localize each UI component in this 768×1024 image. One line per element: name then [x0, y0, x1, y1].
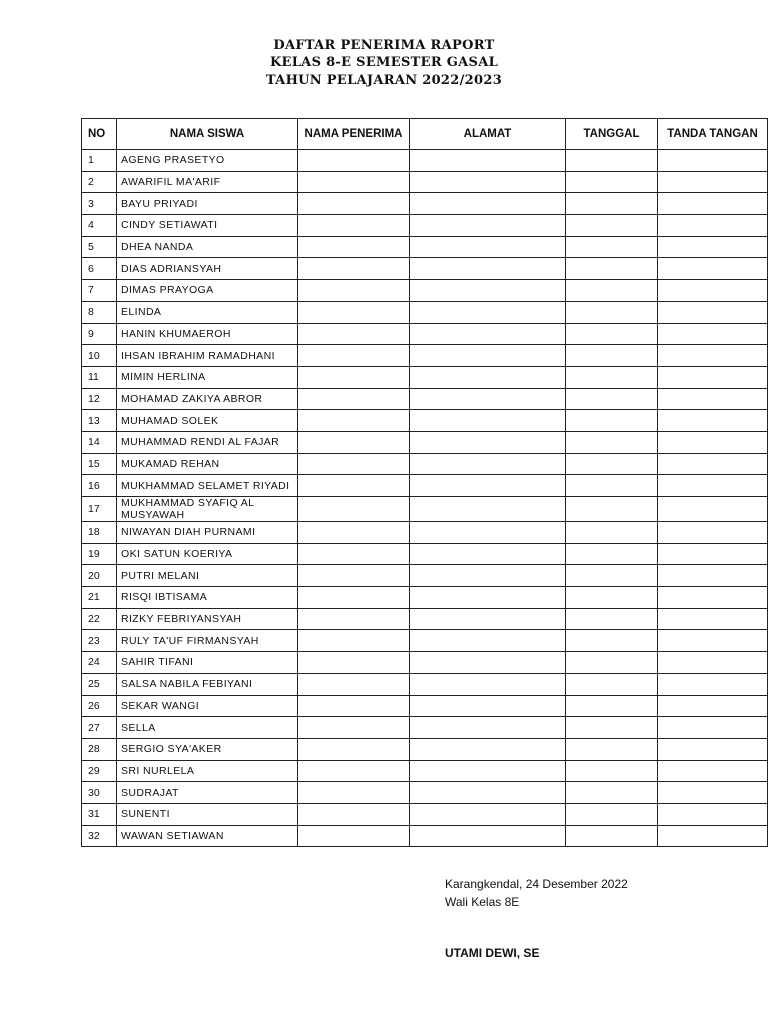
- signature-cell[interactable]: [658, 760, 768, 782]
- address-cell[interactable]: [410, 345, 566, 367]
- address-cell[interactable]: [410, 587, 566, 609]
- recipient-name-cell[interactable]: [298, 323, 410, 345]
- date-cell[interactable]: [566, 171, 658, 193]
- recipient-name-cell[interactable]: [298, 388, 410, 410]
- row-number: 23: [82, 630, 117, 652]
- recipient-name-cell[interactable]: [298, 150, 410, 172]
- signer-name: UTAMI DEWI, SE: [445, 946, 540, 960]
- date-cell[interactable]: [566, 522, 658, 544]
- row-number: 26: [82, 695, 117, 717]
- address-cell[interactable]: [410, 543, 566, 565]
- recipient-name-cell[interactable]: [298, 280, 410, 302]
- address-cell[interactable]: [410, 522, 566, 544]
- document-title: DAFTAR PENERIMA RAPORT: [273, 38, 495, 53]
- row-number: 19: [82, 543, 117, 565]
- row-number: 11: [82, 366, 117, 388]
- row-number: 6: [82, 258, 117, 280]
- table-row: [82, 280, 768, 302]
- date-cell[interactable]: [566, 388, 658, 410]
- signature-cell[interactable]: [658, 717, 768, 739]
- row-number: 12: [82, 388, 117, 410]
- signature-cell[interactable]: [658, 565, 768, 587]
- table-row: [82, 760, 768, 782]
- table-row: [82, 695, 768, 717]
- address-cell[interactable]: [410, 388, 566, 410]
- student-name: MUKAMAD REHAN: [117, 453, 298, 475]
- signature-cell[interactable]: [658, 258, 768, 280]
- row-number: 30: [82, 782, 117, 804]
- address-cell[interactable]: [410, 323, 566, 345]
- signature-cell[interactable]: [658, 475, 768, 497]
- row-number: 13: [82, 410, 117, 432]
- date-cell[interactable]: [566, 497, 658, 522]
- address-cell[interactable]: [410, 760, 566, 782]
- column-header-alamat: ALAMAT: [410, 119, 566, 150]
- column-header-tanggal: TANGGAL: [566, 119, 658, 150]
- table-row: [82, 171, 768, 193]
- student-name: RULY TA'UF FIRMANSYAH: [117, 630, 298, 652]
- student-name: SUNENTI: [117, 803, 298, 825]
- date-cell[interactable]: [566, 738, 658, 760]
- date-cell[interactable]: [566, 366, 658, 388]
- signature-cell[interactable]: [658, 431, 768, 453]
- student-name: MUHAMMAD RENDI AL FAJAR: [117, 431, 298, 453]
- table-row: [82, 497, 768, 522]
- table-row: [82, 345, 768, 367]
- row-number: 5: [82, 236, 117, 258]
- signature-cell[interactable]: [658, 522, 768, 544]
- document-subtitle-class: KELAS 8-E SEMESTER GASAL: [269, 55, 499, 70]
- date-cell[interactable]: [566, 782, 658, 804]
- place-date: Karangkendal, 24 Desember 2022: [445, 877, 628, 891]
- recipient-name-cell[interactable]: [298, 543, 410, 565]
- address-cell[interactable]: [410, 695, 566, 717]
- address-cell[interactable]: [410, 193, 566, 215]
- address-cell[interactable]: [410, 236, 566, 258]
- row-number: 2: [82, 171, 117, 193]
- column-header-nama-penerima: NAMA PENERIMA: [298, 119, 410, 150]
- signature-cell[interactable]: [658, 630, 768, 652]
- student-name: OKI SATUN KOERIYA: [117, 543, 298, 565]
- row-number: 15: [82, 453, 117, 475]
- student-name: AWARIFIL MA'ARIF: [117, 171, 298, 193]
- table-row: [82, 543, 768, 565]
- date-cell[interactable]: [566, 803, 658, 825]
- recipient-name-cell[interactable]: [298, 608, 410, 630]
- address-cell[interactable]: [410, 258, 566, 280]
- recipient-name-cell[interactable]: [298, 825, 410, 847]
- date-cell[interactable]: [566, 431, 658, 453]
- table-row: [82, 738, 768, 760]
- table-row: [82, 475, 768, 497]
- recipient-name-cell[interactable]: [298, 431, 410, 453]
- recipient-name-cell[interactable]: [298, 695, 410, 717]
- recipient-table: [81, 118, 768, 847]
- address-cell[interactable]: [410, 738, 566, 760]
- signature-cell[interactable]: [658, 738, 768, 760]
- student-name: PUTRI MELANI: [117, 565, 298, 587]
- table-row: [82, 150, 768, 172]
- date-cell[interactable]: [566, 760, 658, 782]
- signer-role: Wali Kelas 8E: [445, 895, 520, 909]
- signature-cell[interactable]: [658, 366, 768, 388]
- row-number: 25: [82, 673, 117, 695]
- address-cell[interactable]: [410, 630, 566, 652]
- signature-cell[interactable]: [658, 782, 768, 804]
- table-row: [82, 366, 768, 388]
- recipient-name-cell[interactable]: [298, 497, 410, 522]
- recipient-name-cell[interactable]: [298, 453, 410, 475]
- row-number: 31: [82, 803, 117, 825]
- table-row: [82, 431, 768, 453]
- table-row: [82, 410, 768, 432]
- student-name: HANIN KHUMAEROH: [117, 323, 298, 345]
- student-name: RISQI IBTISAMA: [117, 587, 298, 609]
- signature-cell[interactable]: [658, 193, 768, 215]
- recipient-name-cell[interactable]: [298, 236, 410, 258]
- student-name: MUKHAMMAD SELAMET RIYADI: [117, 475, 298, 497]
- recipient-name-cell[interactable]: [298, 366, 410, 388]
- recipient-name-cell[interactable]: [298, 215, 410, 237]
- student-name: RIZKY FEBRIYANSYAH: [117, 608, 298, 630]
- address-cell[interactable]: [410, 301, 566, 323]
- recipient-name-cell[interactable]: [298, 673, 410, 695]
- student-name: SAHIR TIFANI: [117, 652, 298, 674]
- row-number: 17: [82, 497, 117, 522]
- table-row: [82, 215, 768, 237]
- date-cell[interactable]: [566, 652, 658, 674]
- signature-cell[interactable]: [658, 453, 768, 475]
- row-number: 20: [82, 565, 117, 587]
- signature-cell[interactable]: [658, 543, 768, 565]
- row-number: 22: [82, 608, 117, 630]
- recipient-name-cell[interactable]: [298, 738, 410, 760]
- row-number: 4: [82, 215, 117, 237]
- signature-cell[interactable]: [658, 410, 768, 432]
- student-name: AGENG PRASETYO: [117, 150, 298, 172]
- student-name: SEKAR WANGI: [117, 695, 298, 717]
- table-row: [82, 453, 768, 475]
- table-row: [82, 587, 768, 609]
- signature-cell[interactable]: [658, 345, 768, 367]
- date-cell[interactable]: [566, 280, 658, 302]
- address-cell[interactable]: [410, 608, 566, 630]
- signature-cell[interactable]: [658, 215, 768, 237]
- table-row: [82, 193, 768, 215]
- address-cell[interactable]: [410, 366, 566, 388]
- row-number: 14: [82, 431, 117, 453]
- date-cell[interactable]: [566, 587, 658, 609]
- row-number: 8: [82, 301, 117, 323]
- student-name: DIMAS PRAYOGA: [117, 280, 298, 302]
- student-name: MIMIN HERLINA: [117, 366, 298, 388]
- table-row: [82, 301, 768, 323]
- signature-cell[interactable]: [658, 497, 768, 522]
- date-cell[interactable]: [566, 453, 658, 475]
- address-cell[interactable]: [410, 410, 566, 432]
- recipient-name-cell[interactable]: [298, 565, 410, 587]
- row-number: 1: [82, 150, 117, 172]
- address-cell[interactable]: [410, 717, 566, 739]
- date-cell[interactable]: [566, 717, 658, 739]
- address-cell[interactable]: [410, 497, 566, 522]
- date-cell[interactable]: [566, 193, 658, 215]
- signature-cell[interactable]: [658, 825, 768, 847]
- student-name: DIAS ADRIANSYAH: [117, 258, 298, 280]
- signature-cell[interactable]: [658, 236, 768, 258]
- date-cell[interactable]: [566, 565, 658, 587]
- table-row: [82, 673, 768, 695]
- date-cell[interactable]: [566, 258, 658, 280]
- date-cell[interactable]: [566, 825, 658, 847]
- table-row: [82, 388, 768, 410]
- row-number: 9: [82, 323, 117, 345]
- recipient-name-cell[interactable]: [298, 782, 410, 804]
- table-row: [82, 608, 768, 630]
- address-cell[interactable]: [410, 215, 566, 237]
- signature-cell[interactable]: [658, 323, 768, 345]
- recipient-name-cell[interactable]: [298, 193, 410, 215]
- signature-cell[interactable]: [658, 695, 768, 717]
- signature-cell[interactable]: [658, 280, 768, 302]
- recipient-name-cell[interactable]: [298, 803, 410, 825]
- date-cell[interactable]: [566, 410, 658, 432]
- row-number: 7: [82, 280, 117, 302]
- recipient-name-cell[interactable]: [298, 345, 410, 367]
- student-name: NIWAYAN DIAH PURNAMI: [117, 522, 298, 544]
- row-number: 32: [82, 825, 117, 847]
- row-number: 28: [82, 738, 117, 760]
- column-header-tanda-tangan: TANDA TANGAN: [658, 119, 768, 150]
- signature-cell[interactable]: [658, 301, 768, 323]
- student-name: DHEA NANDA: [117, 236, 298, 258]
- recipient-name-cell[interactable]: [298, 587, 410, 609]
- date-cell[interactable]: [566, 673, 658, 695]
- signature-cell[interactable]: [658, 150, 768, 172]
- recipient-name-cell[interactable]: [298, 630, 410, 652]
- student-name: IHSAN IBRAHIM RAMADHANI: [117, 345, 298, 367]
- recipient-name-cell[interactable]: [298, 717, 410, 739]
- address-cell[interactable]: [410, 803, 566, 825]
- recipient-name-cell[interactable]: [298, 258, 410, 280]
- date-cell[interactable]: [566, 608, 658, 630]
- address-cell[interactable]: [410, 475, 566, 497]
- address-cell[interactable]: [410, 150, 566, 172]
- table-row: [82, 323, 768, 345]
- row-number: 27: [82, 717, 117, 739]
- signature-cell[interactable]: [658, 673, 768, 695]
- date-cell[interactable]: [566, 215, 658, 237]
- student-name: MUHAMAD SOLEK: [117, 410, 298, 432]
- signature-cell[interactable]: [658, 608, 768, 630]
- address-cell[interactable]: [410, 280, 566, 302]
- address-cell[interactable]: [410, 782, 566, 804]
- recipient-name-cell[interactable]: [298, 171, 410, 193]
- recipient-name-cell[interactable]: [298, 301, 410, 323]
- address-cell[interactable]: [410, 652, 566, 674]
- address-cell[interactable]: [410, 673, 566, 695]
- address-cell[interactable]: [410, 453, 566, 475]
- student-name: ELINDA: [117, 301, 298, 323]
- row-number: 21: [82, 587, 117, 609]
- table-row: [82, 652, 768, 674]
- student-name: CINDY SETIAWATI: [117, 215, 298, 237]
- table-row: [82, 782, 768, 804]
- date-cell[interactable]: [566, 236, 658, 258]
- student-name: MOHAMAD ZAKIYA ABROR: [117, 388, 298, 410]
- address-cell[interactable]: [410, 431, 566, 453]
- date-cell[interactable]: [566, 630, 658, 652]
- table-row: [82, 825, 768, 847]
- table-row: [82, 258, 768, 280]
- signature-cell[interactable]: [658, 652, 768, 674]
- column-header-nama-siswa: NAMA SISWA: [117, 119, 298, 150]
- date-cell[interactable]: [566, 301, 658, 323]
- table-row: [82, 522, 768, 544]
- row-number: 29: [82, 760, 117, 782]
- table-body: [82, 150, 768, 847]
- table-row: [82, 236, 768, 258]
- date-cell[interactable]: [566, 323, 658, 345]
- recipient-name-cell[interactable]: [298, 760, 410, 782]
- address-cell[interactable]: [410, 825, 566, 847]
- address-cell[interactable]: [410, 565, 566, 587]
- recipient-name-cell[interactable]: [298, 522, 410, 544]
- table-row: [82, 717, 768, 739]
- address-cell[interactable]: [410, 171, 566, 193]
- table-row: [82, 630, 768, 652]
- table-header-row: [82, 119, 768, 150]
- row-number: 24: [82, 652, 117, 674]
- row-number: 10: [82, 345, 117, 367]
- student-name: SALSA NABILA FEBIYANI: [117, 673, 298, 695]
- recipient-name-cell[interactable]: [298, 652, 410, 674]
- date-cell[interactable]: [566, 475, 658, 497]
- date-cell[interactable]: [566, 150, 658, 172]
- recipient-name-cell[interactable]: [298, 475, 410, 497]
- date-cell[interactable]: [566, 695, 658, 717]
- table-row: [82, 803, 768, 825]
- signature-cell[interactable]: [658, 171, 768, 193]
- student-name: WAWAN SETIAWAN: [117, 825, 298, 847]
- signature-cell[interactable]: [658, 388, 768, 410]
- signature-cell[interactable]: [658, 803, 768, 825]
- date-cell[interactable]: [566, 543, 658, 565]
- date-cell[interactable]: [566, 345, 658, 367]
- student-name: SERGIO SYA'AKER: [117, 738, 298, 760]
- student-name: MUKHAMMAD SYAFIQ AL MUSYAWAH: [117, 497, 298, 522]
- document-subtitle-year: TAHUN PELAJARAN 2022/2023: [265, 73, 503, 88]
- row-number: 3: [82, 193, 117, 215]
- row-number: 16: [82, 475, 117, 497]
- table-row: [82, 565, 768, 587]
- student-name: SUDRAJAT: [117, 782, 298, 804]
- student-name: BAYU PRIYADI: [117, 193, 298, 215]
- signature-cell[interactable]: [658, 587, 768, 609]
- column-header-no: NO: [82, 119, 117, 150]
- student-name: SRI NURLELA: [117, 760, 298, 782]
- recipient-name-cell[interactable]: [298, 410, 410, 432]
- row-number: 18: [82, 522, 117, 544]
- student-name: SELLA: [117, 717, 298, 739]
